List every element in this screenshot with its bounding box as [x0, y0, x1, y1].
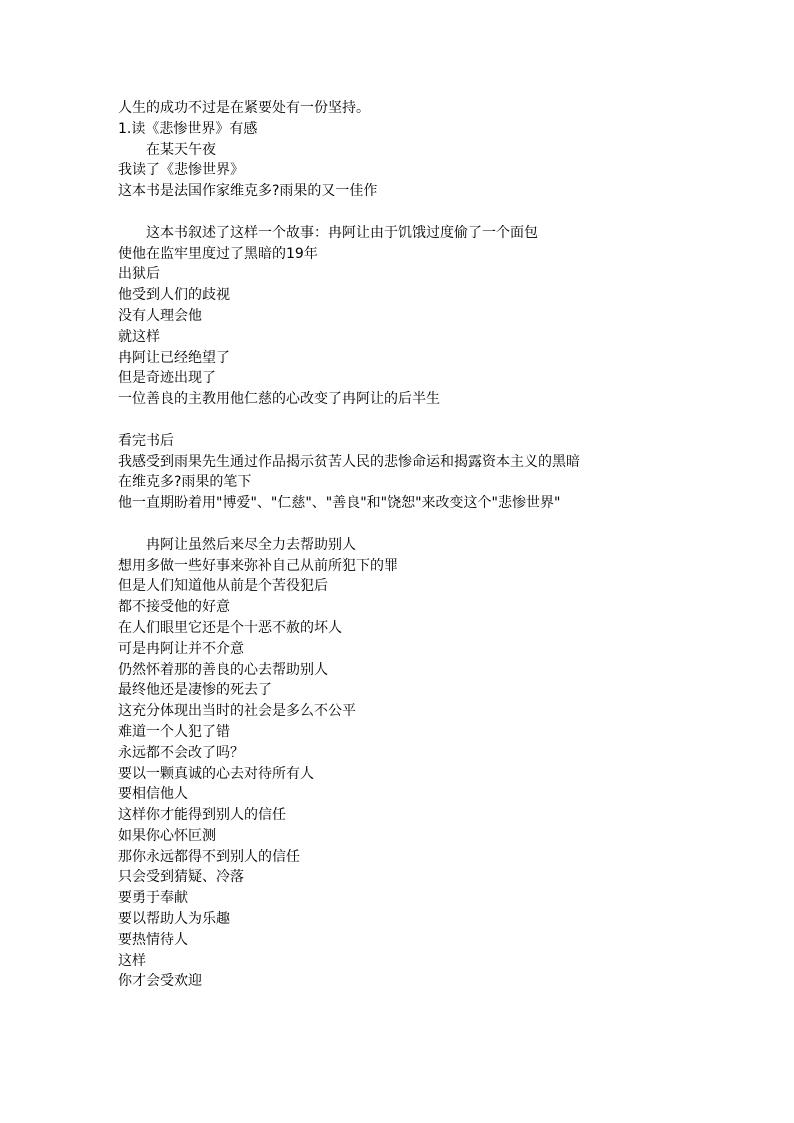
- text-line: 要热情待人: [118, 931, 188, 948]
- blank-line: [118, 202, 758, 223]
- text-line: 要以一颗真诚的心去对待所有人: [118, 765, 314, 782]
- text-line: 最终他还是凄惨的死去了: [118, 682, 272, 699]
- text-line: 冉阿让虽然后来尽全力去帮助别人: [146, 536, 356, 553]
- text-line: 一位善良的主教用他仁慈的心改变了冉阿让的后半生: [118, 391, 440, 408]
- text-line: 在维克多?雨果的笔下: [118, 474, 252, 491]
- text-line: 要相信他人: [118, 786, 188, 803]
- text-line: 这本书是法国作家维克多?雨果的又一佳作: [118, 183, 378, 200]
- text-line: 那你永远都得不到别人的信任: [118, 848, 300, 865]
- text-line: 1.读《悲惨世界》有感: [118, 120, 258, 137]
- text-line: 永远都不会改了吗？: [118, 744, 244, 761]
- text-line: 要以帮助人为乐趣: [118, 911, 230, 928]
- text-line: 我感受到雨果先生通过作品揭示贫苦人民的悲惨命运和揭露资本主义的黑暗: [118, 453, 580, 470]
- blank-line: [118, 410, 758, 431]
- text-line: 要勇于奉献: [118, 890, 188, 907]
- text-line: 都不接受他的好意: [118, 599, 230, 616]
- text-line: 如果你心怀叵测: [118, 827, 216, 844]
- text-line: 我读了《悲惨世界》: [118, 162, 244, 179]
- text-line: 可是冉阿让并不介意: [118, 640, 244, 657]
- text-line: 冉阿让已经绝望了: [118, 349, 230, 366]
- text-line: 只会受到猜疑、冷落: [118, 869, 244, 886]
- text-line: 这样你才能得到别人的信任: [118, 807, 286, 824]
- text-line: 这充分体现出当时的社会是多么不公平: [118, 703, 356, 720]
- text-line: 这本书叙述了这样一个故事：冉阿让由于饥饿过度偷了一个面包: [146, 224, 538, 241]
- text-line: 他受到人们的歧视: [118, 287, 230, 304]
- text-line: 他一直期盼着用"博爱"、"仁慈"、"善良"和"饶恕"来改变这个"悲惨世界": [118, 495, 561, 512]
- text-line: 这样: [118, 952, 146, 969]
- text-line: 难道一个人犯了错: [118, 723, 230, 740]
- text-line: 出狱后: [118, 266, 160, 283]
- text-line: 就这样: [118, 328, 160, 345]
- text-line: 在人们眼里它还是个十恶不赦的坏人: [118, 619, 342, 636]
- text-line: 仍然怀着那的善良的心去帮助别人: [118, 661, 328, 678]
- blank-line: [118, 514, 758, 535]
- document-body: [118, 98, 758, 992]
- text-line: 想用多做一些好事来弥补自己从前所犯下的罪: [118, 557, 398, 574]
- text-line: 在某天午夜: [146, 141, 216, 158]
- text-line: 没有人理会他: [118, 307, 202, 324]
- text-line: 但是奇迹出现了: [118, 370, 216, 387]
- text-line: 看完书后: [118, 432, 174, 449]
- text-line: 人生的成功不过是在紧要处有一份坚持。: [118, 100, 370, 116]
- text-line: 使他在监牢里度过了黑暗的19年: [118, 245, 318, 262]
- text-line: 但是人们知道他从前是个苦役犯后: [118, 578, 328, 595]
- text-line: 你才会受欢迎: [118, 973, 202, 990]
